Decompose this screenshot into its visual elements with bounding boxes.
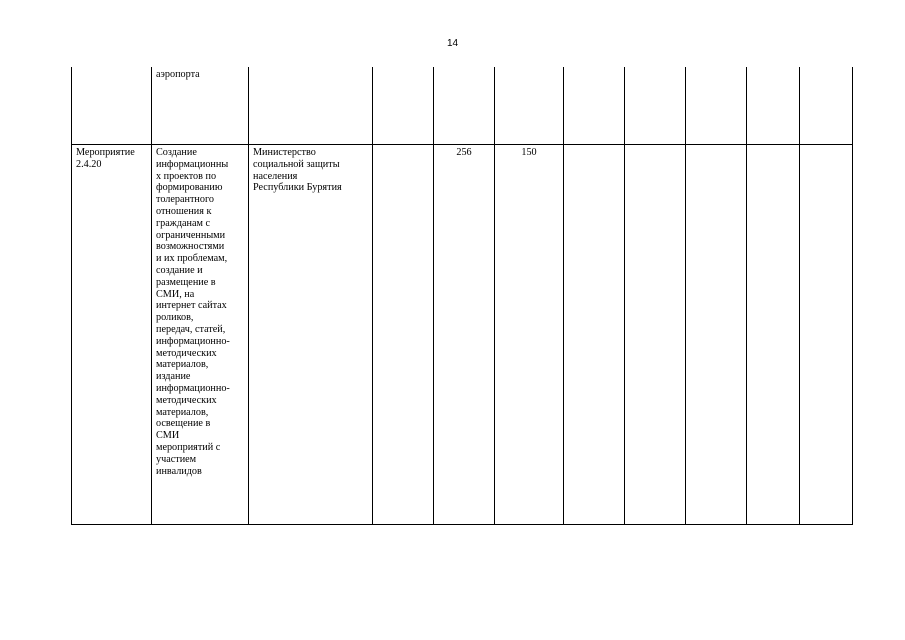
description-line: роликов,: [156, 312, 194, 324]
description-line: передач, статей,: [156, 323, 226, 335]
cell-empty: [564, 67, 625, 145]
cell-value-1: 256: [434, 145, 495, 525]
cell-empty: [495, 67, 564, 145]
description-line: освещение в: [156, 418, 211, 430]
description-line: интернет сайтах: [156, 300, 227, 312]
cell-empty: [625, 145, 686, 525]
executor-line: социальной защиты: [253, 158, 340, 170]
description-line: мероприятий с: [156, 441, 221, 453]
description-line: формированию: [156, 182, 223, 194]
cell-empty: [625, 67, 686, 145]
description-line: гражданам с: [156, 217, 211, 229]
description-line: методических: [156, 347, 217, 359]
description-line: х проектов по: [156, 170, 217, 182]
cell-value-2: 150: [495, 145, 564, 525]
cell-empty: [747, 67, 800, 145]
description-line: отношения к: [156, 205, 212, 217]
cell-activity-executor: [249, 145, 373, 525]
cell-empty: [564, 145, 625, 525]
description-line: аэропорта: [156, 69, 200, 80]
description-line: толерантного: [156, 194, 214, 206]
description-line: информационно-: [156, 335, 230, 347]
cell-activity-code: [72, 145, 152, 525]
description-line: создание и: [156, 264, 203, 276]
description-line: информационны: [156, 158, 229, 170]
cell-empty: [373, 67, 434, 145]
description-line: издание: [156, 371, 191, 383]
cell-empty: [800, 145, 853, 525]
program-table: [71, 67, 853, 525]
description-line: материалов,: [156, 406, 209, 418]
description-line: методических: [156, 394, 217, 406]
description-line: материалов,: [156, 359, 209, 371]
description-line: информационно-: [156, 382, 230, 394]
description-line: участием: [156, 453, 197, 465]
cell-empty: [686, 145, 747, 525]
cell-empty: [373, 145, 434, 525]
description-line: СМИ: [156, 430, 180, 442]
cell-description: [152, 67, 249, 145]
cell-executor: [249, 67, 373, 145]
table-row-activity: [72, 145, 853, 525]
cell-empty: [686, 67, 747, 145]
cell-code: [72, 67, 152, 145]
executor-line: населения: [253, 170, 298, 182]
cell-activity-description: [152, 145, 249, 525]
description-line: возможностями: [156, 241, 225, 253]
description-line: и их проблемам,: [156, 253, 228, 265]
executor-line: Министерство: [253, 147, 316, 158]
executor-line: Республики Бурятия: [253, 182, 342, 194]
description-line: СМИ, на: [156, 288, 195, 300]
page-number: 14: [446, 38, 459, 49]
table-row-continued: [72, 67, 853, 145]
cell-empty: [800, 67, 853, 145]
code-line: 2.4.20: [76, 158, 102, 170]
cell-empty: [747, 145, 800, 525]
description-line: инвалидов: [156, 465, 202, 477]
code-line: Мероприятие: [76, 147, 135, 158]
description-line: ограниченными: [156, 229, 226, 241]
cell-empty: [434, 67, 495, 145]
description-line: размещение в: [156, 276, 216, 288]
description-line: Создание: [156, 147, 197, 158]
